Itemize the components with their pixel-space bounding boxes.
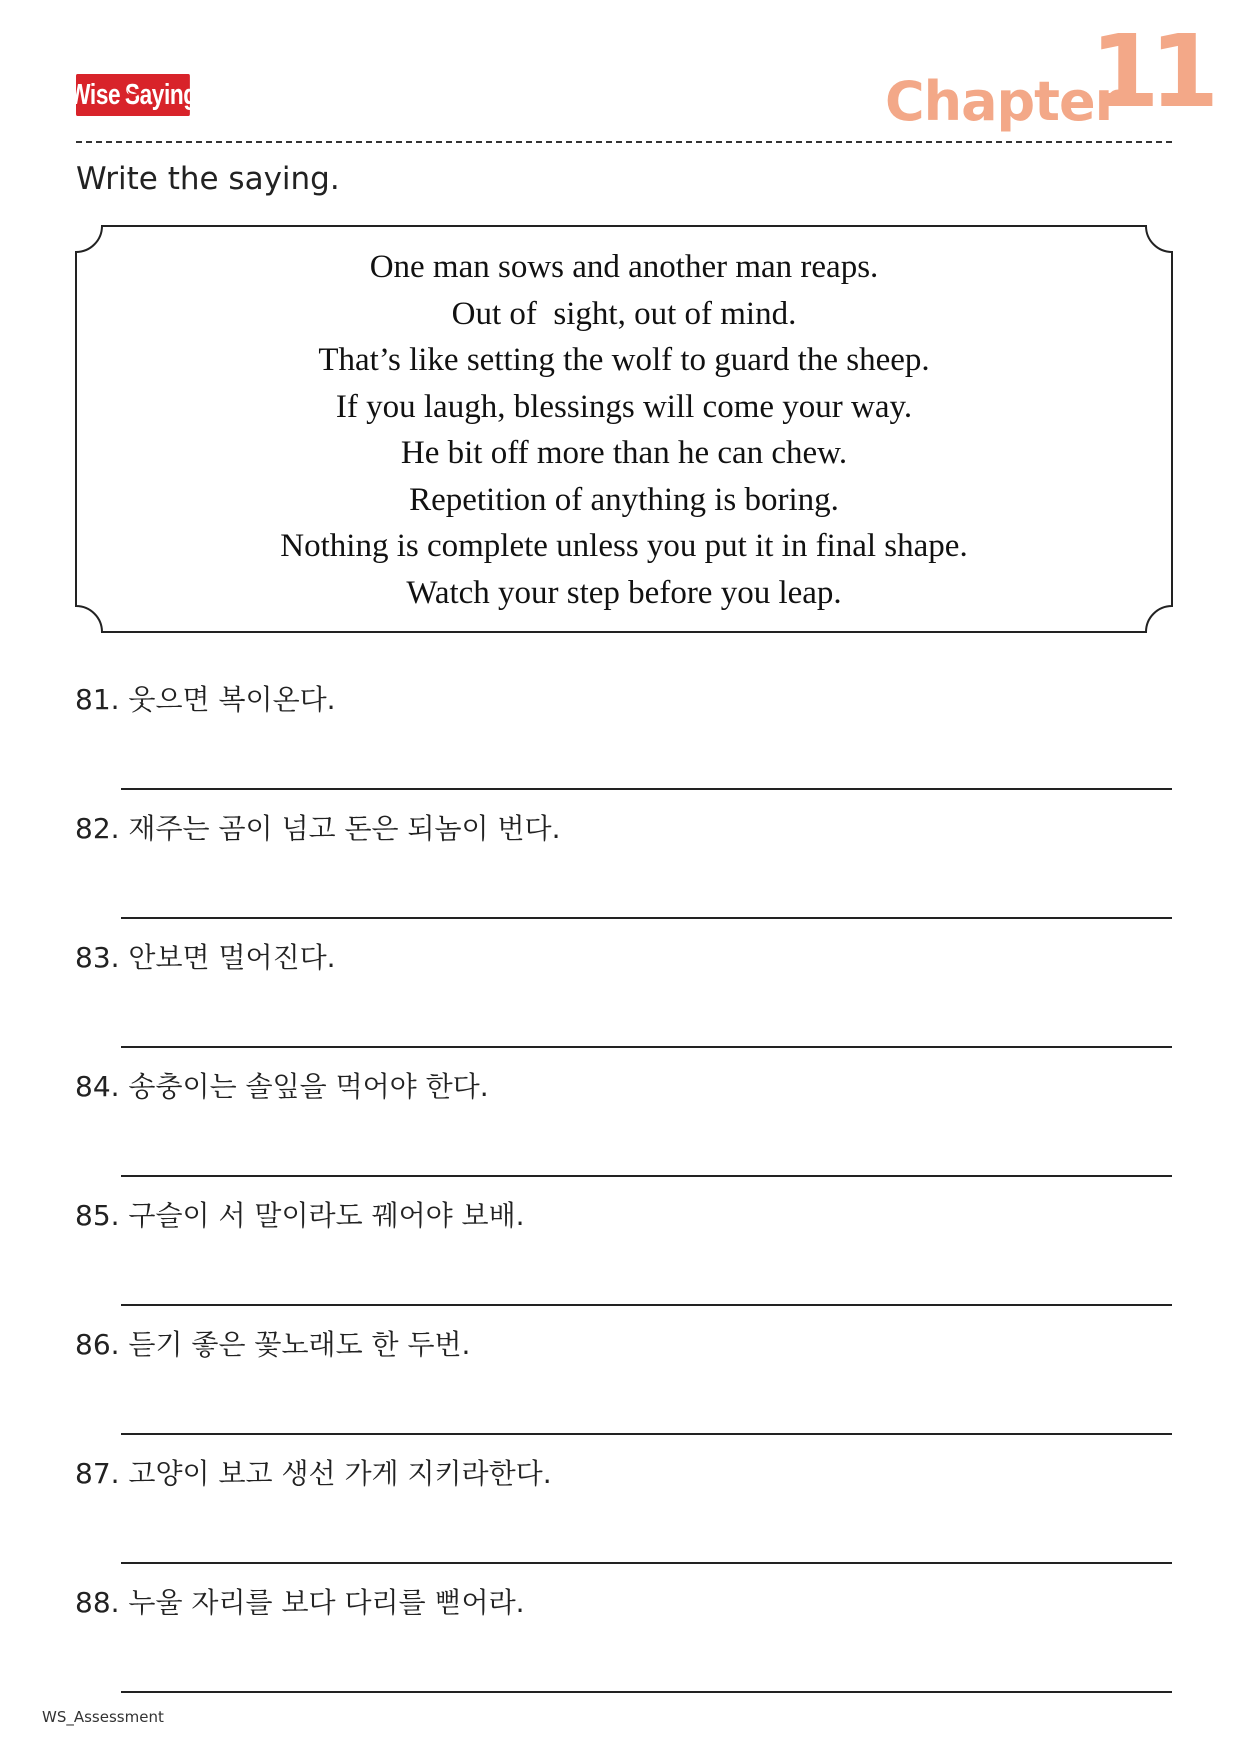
question-81: 81. 웃으면 복이온다. bbox=[75, 683, 336, 716]
logo-text-left: Wise bbox=[69, 78, 121, 111]
answer-line-85[interactable] bbox=[121, 1304, 1172, 1306]
saying-line: He bit off more than he can chew. bbox=[400, 435, 848, 471]
question-84: 84. 송충이는 솔잎을 먹어야 한다. bbox=[75, 1070, 489, 1103]
footer-label: WS_Assessment bbox=[42, 1708, 164, 1726]
answer-line-88[interactable] bbox=[121, 1691, 1172, 1693]
instruction-text: Write the saying. bbox=[76, 161, 340, 197]
answer-line-82[interactable] bbox=[121, 917, 1172, 919]
answer-line-87[interactable] bbox=[121, 1562, 1172, 1564]
question-86: 86. 듣기 좋은 꽃노래도 한 두번. bbox=[75, 1328, 471, 1361]
chapter-number: 11 bbox=[1090, 13, 1210, 130]
question-88: 88. 누울 자리를 보다 다리를 뻗어라. bbox=[75, 1586, 525, 1619]
answer-line-84[interactable] bbox=[121, 1175, 1172, 1177]
saying-line: Nothing is complete unless you put it in final shape. bbox=[280, 528, 968, 564]
saying-line: One man sows and another man reaps. bbox=[369, 249, 879, 285]
chapter-label: Chapter bbox=[885, 70, 1121, 133]
answer-line-86[interactable] bbox=[121, 1433, 1172, 1435]
saying-line: If you laugh, blessings will come your way. bbox=[335, 388, 913, 425]
wise-saying-logo bbox=[69, 74, 197, 116]
saying-line: Out of sight, out of mind. bbox=[451, 295, 797, 332]
saying-line: Repetition of anything is boring. bbox=[409, 481, 839, 518]
question-85: 85. 구슬이 서 말이라도 꿰어야 보배. bbox=[75, 1199, 525, 1232]
answer-line-81[interactable] bbox=[121, 788, 1172, 790]
answer-line-83[interactable] bbox=[121, 1046, 1172, 1048]
question-83: 83. 안보면 멀어진다. bbox=[75, 941, 336, 974]
question-82: 82. 재주는 곰이 넘고 돈은 되놈이 번다. bbox=[75, 812, 561, 845]
question-87: 87. 고양이 보고 생선 가게 지키라한다. bbox=[75, 1457, 552, 1490]
saying-line: Watch your step before you leap. bbox=[406, 574, 842, 611]
saying-line: That’s like setting the wolf to guard the sheep. bbox=[318, 342, 930, 378]
logo-text-right: Saying bbox=[124, 78, 197, 111]
header-divider bbox=[76, 141, 1172, 143]
sayings-box bbox=[74, 244, 1174, 616]
